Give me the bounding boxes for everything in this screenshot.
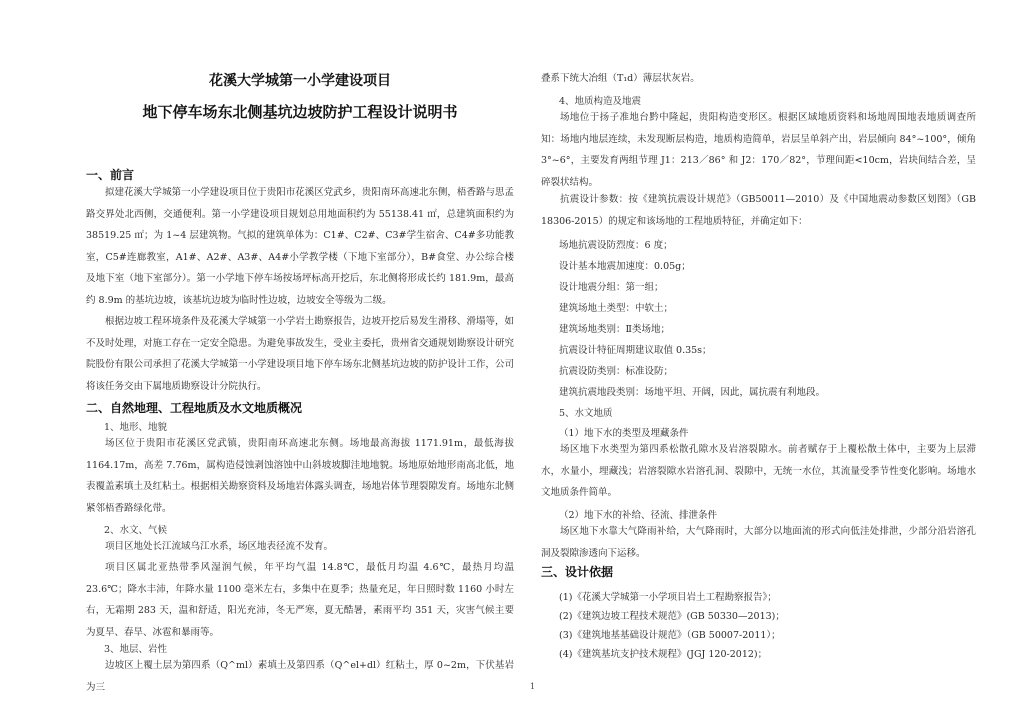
page-number: 1 [530,682,536,691]
document-title-line2: 地下停车场东北侧基坑边坡防护工程设计说明书 [142,103,458,121]
water-paragraph-1: 场区地下水类型为第四系松散孔隙水及岩溶裂隙水。前者赋存于上覆松散土体中，主要为上层滞水，水量小，埋藏浅；岩溶裂隙水岩溶孔洞、裂隙中，无统一水位，其流量受季节性变化影响。场地水文地质条件简单。 [541,444,976,498]
terrain-paragraph: 场区位于贵阳市花溪区党武镇，贵阳南环高速北东侧。场地最高海拔 1171.91m，最低海拔 1164.17m，高差 7.76m，属构造侵蚀剥蚀溶蚀中山斜坡坡脚洼地地貌。场地原始地形南高北低，地表覆盖素填土及红粘土。根据相关勘察资料及场地岩体露头调查，场地岩体节理裂隙发育。场地东北侧紧邻梧香路绿化带。 [86,438,514,514]
water-paragraph-2: 场区地下水靠大气降雨补给，大气降雨时，大部分以地面流的形式向低洼处排泄，少部分沿岩溶孔洞及裂隙渗透向下运移。 [541,526,976,559]
preface-paragraph-1: 拟建花溪大学城第一小学建设项目位于贵阳市花溪区党武乡，贵阳南环高速北东侧，梧香路与思孟路交界处北西侧，交通便利。第一小学建设项目规划总用地面积约为 55138.41 ㎡，总建筑面积约为 38519.25 ㎡；为 1~4 层建筑物。气拟的建筑单体为：C1#、C2#、C3#学生宿舍、C4#多功能教室，C5#连廊教室，A1#、A2#、A3#、A4#小学教学楼（下地下室部分），B#食堂、办公综合楼及地下室（地下室部分）。第一小学地下停车场按场坪标高开挖后，东北侧将形成长约 181.9m，最高约 8.9m 的基坑边坡，该基坑边坡为临时性边坡，边坡安全等级为二级。 [86,187,514,306]
climate-paragraph-1: 项目区地处长江流域乌江水系，场区地表径流不发育。 [105,541,334,552]
subsection-heading-hydrogeology: 5、水文地质 [559,408,613,419]
seismic-item-4: 建筑场地土类型：中软土； [559,303,674,314]
basis-item-1: (1)《花溪大学城第一小学项目岩土工程勘察报告》； [559,592,777,603]
seismic-item-8: 建筑抗震地段类别：场地平坦、开阔，因此，属抗震有利地段。 [559,387,826,398]
subsection-heading-terrain: 1、地形、地貌 [104,422,168,433]
seismic-item-3: 设计地震分组：第一组； [559,282,664,293]
climate-paragraph-2: 项目区属北亚热带季风湿润气候，年平均气温 14.8℃，最低月均温 4.6℃，最热月均温 23.6℃；降水丰沛，年降水量 1100 毫米左右，多集中在夏季；热量充足，年日照时数 1160 小时左右，无霜期 283 天，温和舒适，阳光充沛，冬无严寒，夏无酷暑，素雨平均 351 天，灾害气候主要为夏旱、春旱、冰雹和暴雨等。 [86,562,514,638]
tectonics-paragraph: 场地位于扬子准地台黔中隆起，贵阳构造变形区。根据区域地质资料和场地周围地表地质调查所知：场地内地层连续，未发现断层构造，地质构造简单，岩层呈单斜产出，岩层倾向 84°~100°，倾角 3°~6°，主要发育两组节理 J1：213／86° 和 J2：170／82°，节理间距<10cm，岩块间结合差，呈碎裂状结构。 [541,112,976,188]
seismic-item-7: 抗震设防类别：标准设防； [559,366,674,377]
basis-item-2: (2)《建筑边坡工程技术规范》(GB 50330—2013)； [559,611,785,622]
preface-paragraph-2: 根据边坡工程环境条件及花溪大学城第一小学岩土勘察报告，边坡开挖后易发生滑移、滑塌等，如不及时处理，对施工存在一定安全隐患。为避免事故发生，受业主委托，贵州省交通规划勘察设计研究院股份有限公司承担了花溪大学城第一小学建设项目地下停车场东北侧基坑边坡的防护设计工作，公司将该任务交由下属地质勘察设计分院执行。 [86,316,514,392]
seismic-intro-paragraph: 抗震设计参数：按《建筑抗震设计规范》（GB50011—2010）及《中国地震动参数区划图》（GB 18306-2015）的规定和该场地的工程地质特征，并确定如下： [541,194,976,227]
section-heading-geology: 二、自然地理、工程地质及水文地质概况 [86,401,303,415]
subsection-heading-tectonics: 4、地质构造及地震 [559,96,642,107]
basis-item-3: (3)《建筑地基基础设计规范》（GB 50007-2011）； [559,630,781,641]
section-heading-preface: 一、前言 [86,168,135,182]
section-heading-design-basis: 三、设计依据 [541,565,614,579]
subsection-heading-climate: 2、水文、气候 [104,525,168,536]
seismic-item-2: 设计基本地震加速度：0.05g； [559,261,691,272]
water-heading-2: （2）地下水的补给、径流、排泄条件 [559,510,718,521]
document-title-line1: 花溪大学城第一小学建设项目 [209,73,391,89]
strata-continuation: 叠系下统大冶组（T₁d）薄层状灰岩。 [541,73,700,84]
seismic-item-6: 抗震设计特征周期建议取值 0.35s； [559,345,712,356]
seismic-item-1: 场地抗震设防烈度：6 度； [559,240,673,251]
subsection-heading-strata: 3、地层、岩性 [104,644,168,655]
water-heading-1: （1）地下水的类型及埋藏条件 [559,428,689,439]
seismic-item-5: 建筑场地类别：Ⅱ类场地； [559,324,670,335]
strata-paragraph: 边坡区上覆土层为第四系（Q^ml）素填土及第四系（Q^el+dl）红粘土，厚 0~2m，下伏基岩为三 [86,660,514,693]
basis-item-4: (4)《建筑基坑支护技术规程》(JGJ 120-2012)； [559,649,768,660]
